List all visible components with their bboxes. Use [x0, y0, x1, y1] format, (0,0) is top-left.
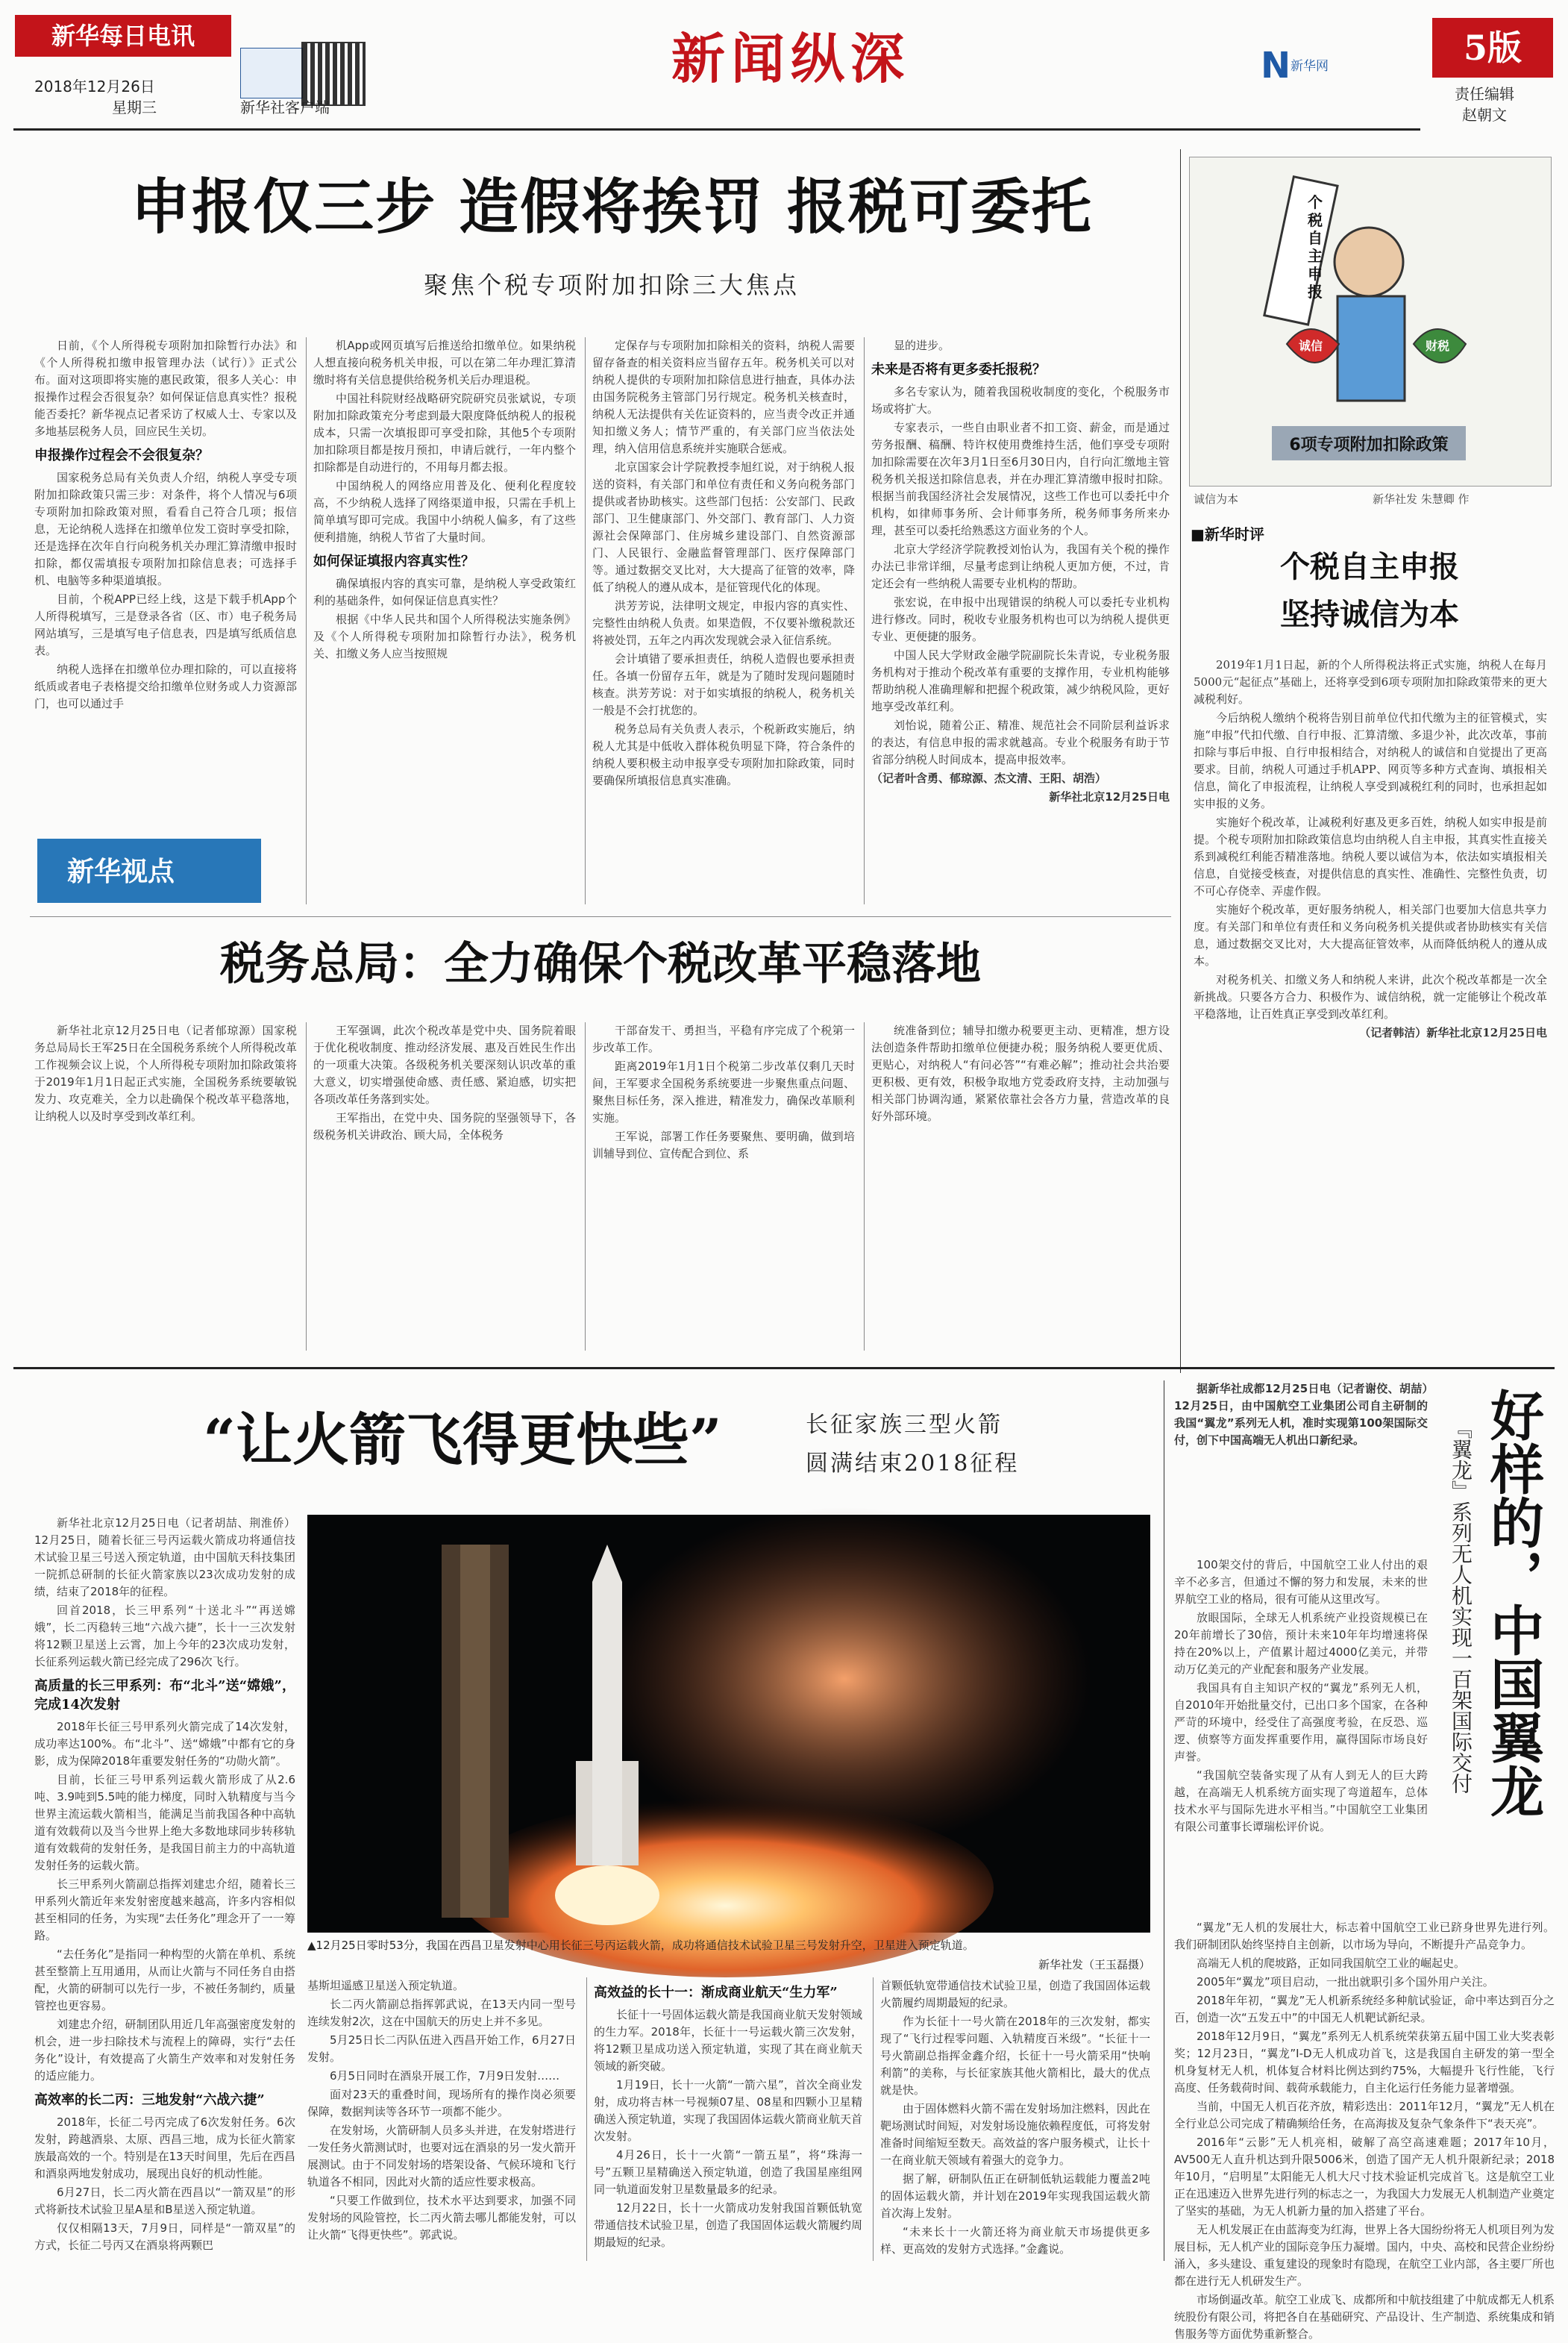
uav-paragraph: 100架交付的背后，中国航空工业人付出的艰辛不必多言，但通过不懈的努力和发展，未来的世界航空工业的格局，很有可能从这里改写。 — [1174, 1558, 1428, 1606]
a2-column-4 — [871, 1022, 1170, 1351]
uav-dateline — [1174, 1380, 1428, 1552]
editor-name: 赵朝文 — [1462, 106, 1507, 124]
rocket-paragraph: 5月25日长二丙队伍进入西昌开始工作，6月27日发射。 — [307, 2033, 576, 2064]
a1-paragraph: 多名专家认为，随着我国税收制度的变化，个税服务市场或将扩大。 — [871, 385, 1170, 416]
smoke-cloud — [598, 1507, 1091, 1851]
editorial-body — [1194, 657, 1547, 1343]
news-logo — [1261, 45, 1350, 100]
rocket-paragraph: 6月5日同时在酒泉开展工作，7月9日发射…… — [330, 2069, 560, 2083]
a2-paragraph: 新华社北京12月25日电（记者郁琼源）国家税务总局局长王军25日在全国税务系统个人所得税改革工作视频会议上说，个人所得税专项附加扣除政策将于2019年1月1日起正式实施，全国税务系统要敏锐发力、攻克难关，全力以赴确保个税改革平稳落地，让纳税人以及时享受到改革红利。 — [34, 1024, 297, 1123]
column-rule — [864, 1022, 865, 1351]
uav-paragraph: 2018年年初，“翼龙”无人机新系统经多种航试验证，命中率达到百分之百，创造一次“五发五中”的中国无人机靶试新纪录。 — [1174, 1994, 1555, 2024]
uav-paragraph: “我国航空装备实现了从有人到无人的巨大跨越，在高端无人机系统方面实现了弯道超车，总体技术水平与国际先进水平相当。”中国航空工业集团有限公司董事长谭瑞松评价说。 — [1174, 1768, 1428, 1833]
a1-sign: 新华社北京12月25日电 — [1049, 790, 1170, 804]
rocket-paragraph: 首颗低轨宽带通信技术试验卫星，创造了我国固体运载火箭履约周期最短的纪录。 — [880, 1979, 1150, 2009]
a2-paragraph: 距离2019年1月1日个税第二步改革仅剩几天时间，王军要求全国税务系统要进一步聚焦重点问题、聚焦目标任务，深入推进，精准发力，确保改革顺利实施。 — [592, 1060, 855, 1124]
uav-paragraph: 无人机发展正在由蓝海变为红海，世界上各大国纷纷将无人机项目列为发展目标，无人机产业的国际竞争压力凝增。国内，中央、高校和民营企业纷纷涌入，多头建设、重复建设的现象时有隐现，在航空工业内部，各主要厂所也都在进行无人机研发生产。 — [1174, 2223, 1555, 2288]
uav-paragraph: 据新华社成都12月25日电（记者谢佼、胡喆）12月25日，由中国航空工业集团公司自主研制的我国“翼龙”系列无人机，准时实现第100架国际交付，创下中国高端无人机出口新纪录。 — [1174, 1382, 1428, 1447]
news-logo-text: 新华网 — [1291, 59, 1329, 74]
column-rule — [864, 337, 865, 904]
uav-paragraph: 2005年“翼龙”项目启动，一批出就职引多个国外用户关注。 — [1197, 1975, 1494, 1989]
rocket-paragraph: 6月27日，长二丙火箭在西昌以“一箭双星”的形式将新技术试验卫星A星和B星送入预定轨道。 — [34, 2186, 295, 2216]
uav-vertical-subtitle: 『翼龙』系列无人机实现一百架国际交付 — [1449, 1418, 1473, 1794]
rocket-subheading: 高效益的长十一：渐成商业航天“生力军” — [594, 1985, 838, 2001]
column-rule — [873, 1977, 874, 2261]
a2-column-2 — [313, 1022, 576, 1351]
xinhua-viewpoint-badge — [37, 839, 261, 903]
a1-paragraph: 北京大学经济学院教授刘怡认为，我国有关个税的操作办法已非常详细，尽量考虑到让纳税人更加方便，不过，肯定还会有一些纳税人需要专业机构的帮助。 — [871, 542, 1170, 590]
rocket-column-c — [594, 1977, 862, 2261]
rocket-deck-1: 长征家族三型火箭 — [806, 1412, 1003, 1438]
rocket-paragraph: “去任务化”是指同一种构型的火箭在单机、系统甚至整箭上互用通用，从而让火箭与不同任务自由搭配，火箭的研制可以先行一步，不被任务制约，质量管控也更容易。 — [34, 1948, 295, 2012]
cartoon-credit-right: 新华社发 朱慧卿 作 — [1373, 492, 1470, 506]
rocket-scene — [307, 1515, 1150, 1933]
editorial-title-1: 个税自主申报 — [1280, 549, 1459, 584]
a1-paragraph: 专家表示，一些自由职业者不扣工资、薪金，而是通过劳务报酬、稿酬、特许权使用费维持生活，他们享受专项附加扣除需要在次年3月1日至6月30日内，自行向汇缴地主管税务机关报送扣除信息表，并在办理汇算清缴申报时扣除。根据当前我国经济社会发展情况，这些工作也可以委托中介机构，如律师事务所、会计师事务所，税务师事务所来办理，甚至可以委托给熟悉这方面业务的个人。 — [871, 421, 1170, 537]
editorial-paragraph: 今后纳税人缴纳个税将告别目前单位代扣代缴为主的征管模式，实施“申报”代扣代缴、自行申报、汇算清缴、多退少补，此次改革，事前扣除与事后申报、自行申报相结合，对纳税人的诚信和自觉提出了更高要求。目前，纳税人可通过手机APP、网页等多种方式查询、填报相关信息，简化了申报流程，让纳税人享受到减税红利的同时，也承担起如实申报的义务。 — [1194, 711, 1547, 810]
editor-label: 责任编辑 — [1455, 85, 1514, 103]
rocket-paragraph: 作为长征十一号火箭在2018年的三次发射，都实现了“飞行过程零问题、入轨精度百米级”。“长征十一号火箭副总指挥金鑫介绍，长征十一号火箭采用“快响利箭”的美称，与长征家族其他火箭相比，最大的优点就是快。 — [880, 2015, 1150, 2097]
rocket-column-b — [307, 1977, 576, 2261]
rocket-launch-photo — [307, 1515, 1150, 1933]
a1-paragraph: 中国纳税人的网络应用普及化、便利化程度较高，不少纳税人选择了网络渠道申报，只需在手机上简单填写即可完成。我国中小纳税人偏多，有了这些便利措施，纳税人节省了大量时间。 — [313, 479, 576, 544]
uav-paragraph: “翼龙”无人机的发展壮大，标志着中国航空工业已跻身世界先进行列。我们研制团队始终坚持自主创新，以市场为导向，不断提升产品竞争力。 — [1174, 1921, 1555, 1951]
a1-paragraph: 确保填报内容的真实可靠，是纳税人享受政策红利的基础条件，如何保证信息真实性？ — [313, 577, 576, 607]
a1-paragraph: 洪芳芳说，法律明文规定，申报内容的真实性、完整性由纳税人负责。如果造假，不仅要补缴税款还将被处罚，五年之内再次发现就会录入征信系统。 — [592, 599, 855, 647]
article-2-title: 税务总局：全力确保个税改革平稳落地 — [220, 938, 981, 990]
rocket-paragraph: 据了解，研制队伍正在研制低轨运载能力覆盖2吨的固体运载火箭，并计划在2019年实现我国运载火箭首次海上发射。 — [880, 2172, 1150, 2220]
cartoon-caption: 6项专项附加扣除政策 — [1289, 436, 1449, 454]
rocket-booster — [622, 1761, 639, 1865]
rocket-body — [592, 1582, 622, 1865]
cartoon-credit-left: 诚信为本 — [1194, 492, 1239, 506]
uav-paragraph: 放眼国际，全球无人机系统产业投资规模已在20年前增长了30倍，预计未来10年年均增速将保持在20%以上，产值累计超过4000亿美元，并带动万亿美元的产业配套和服务产业发展。 — [1174, 1611, 1428, 1676]
a2-paragraph: 干部奋发干、勇担当，平稳有序完成了个税第一步改革工作。 — [592, 1024, 855, 1054]
a1-paragraph: 张宏说，在申报中出现错误的纳税人可以委托专业机构进行修改。同时，税收专业服务机构也可以为纳税人提供更专业、更便捷的服务。 — [871, 595, 1170, 643]
editorial-sign: （记者韩洁）新华社北京12月25日电 — [1359, 1026, 1547, 1039]
column-rule — [586, 1977, 587, 2261]
rocket-paragraph: 2018年，长征二号丙完成了6次发射任务。6次发射，跨越酒泉、太原、西昌三地，成为长征火箭家族最高效的一个。特别是在13天时间里，先后在西昌和酒泉两地发射成功，展现出良好的机动性能。 — [34, 2115, 295, 2180]
uav-paragraph: 2016年“云影”无人机亮相，破解了高空高速难题；2017年10月，AV500无人直升机达到升限5006米，创造了国产无人机升限新纪录；2018年10月，“启明星”太阳能无人机大尺寸技术验证机完成首飞。这是航空工业正在迅速迈入世界先进行列的标志之一，为我国大力发展无人机制造产业奠定了坚实的基础，为无人机新力量的加入搭建了平台。 — [1174, 2136, 1555, 2218]
masthead-date: 2018年12月26日 — [34, 78, 155, 96]
a1-paragraph: 税务总局有关负责人表示，个税新政实施后，纳税人尤其是中低收入群体税负明显下降，符合条件的纳税人要积极主动申报享受专项附加扣除政策，同时要确保所填报信息真实准确。 — [592, 722, 855, 787]
a1-subheading: 未来是否将有更多委托报税？ — [871, 362, 1046, 378]
rocket-paragraph: 1月19日，长十一火箭“一箭六星”，首次全商业发射，成功将吉林一号视频07星、08星和四颗小卫星精确送入预定轨道，实现了我国固体运载火箭商业航天首次发射。 — [594, 2078, 863, 2143]
a1-paragraph: 国家税务总局有关负责人介绍，纳税人享受专项附加扣除政策只需三步：对条件，将个人情况与6项专项附加扣除政策对照，看看自己符合几项；报信息，无论纳税人选择在扣缴单位发工资时享受扣除，还是选择在次年自行向税务机关办理汇算清缴申报时扣除，都仅需填报专项附加扣除信息表；可选择手机、电脑等多种渠道填报。 — [34, 471, 297, 587]
cartoon-frame — [1189, 157, 1552, 487]
uav-paragraph: 当前，中国无人机百花齐放，精彩迭出：2011年12月，“翼龙”无人机在全行业总公司完成了精确频给任务，在高海拔及复杂气象条件下“表天亮”。 — [1174, 2100, 1555, 2130]
a2-paragraph: 王军说，部署工作任务要聚焦、要明确，做到培训辅导到位、宣传配合到位、系 — [592, 1130, 855, 1160]
rocket-paragraph: 长征十一号固体运载火箭是我国商业航天发射领域的生力军。2018年，长征十一号运载火箭三次发射，将12颗卫星成功送入预定轨道，实现了其在商业航天领域的新突破。 — [594, 2008, 863, 2073]
a1-paragraph: 根据《中华人民共和国个人所得税法实施条例》及《个人所得税专项附加扣除暂行办法》，税务机关、扣缴义务人应当按照规 — [313, 613, 576, 660]
column-rule — [306, 1022, 307, 1351]
rocket-booster — [576, 1761, 592, 1865]
rocket-paragraph: 刘建忠介绍，研制团队用近几年高强密度发射的机会，进一步扫除技术与流程上的障碍，实行“去任务化”设计，有效提高了火箭生产效率和对发射任务的适应能力。 — [34, 2018, 295, 2083]
rocket-deck-2: 圆满结束2018征程 — [806, 1451, 1020, 1477]
editorial-title-2: 坚持诚信为本 — [1280, 597, 1459, 632]
engine-flame — [555, 1865, 659, 1925]
column-rule — [1180, 149, 1181, 1373]
cartoon-face — [1335, 228, 1403, 296]
uav-paragraph: 2018年12月9日，“翼龙”系列无人机系统荣获第五届中国工业大奖表彰奖；12月23日，“翼龙”I-D无人机成功首飞，这是我国自主研发的第一型全机身复材无人机，机体复合材料比例达到约75%，大幅提升飞行性能，飞行高度、任务载荷时间、载荷承载能力，自主化运行任务能力显著增强。 — [1174, 2030, 1555, 2095]
rocket-subheading: 高效率的长二丙：三地发射“六战六捷” — [34, 2092, 265, 2108]
masthead-left-title: 新华每日电讯 — [15, 15, 231, 57]
rocket-subheading: 高质量的长三甲系列：布“北斗”送“嫦娥”，完成14次发射 — [34, 1678, 295, 1712]
column-rule — [585, 1022, 586, 1351]
rocket-paragraph: 12月22日，长十一火箭成功发射我国首颗低轨宽带通信技术试验卫星，创造了我国固体运载火箭履约周期最短的纪录。 — [594, 2201, 863, 2249]
launch-tower-core — [460, 1545, 490, 1918]
rocket-paragraph: 在发射场，火箭研制人员多头并进，在发射塔进行一发任务火箭测试时，也要对远在酒泉的另一发火箭开展测试。由于不同发射场的塔架设备、气候环境和飞行轨道各不相同，因此对火箭的适应性要求极高。 — [307, 2124, 577, 2189]
cartoon-heart-label-1: 诚信 — [1299, 339, 1323, 353]
a1-paragraph: 机App或网页填写后推送给扣缴单位。如果纳税人想直接向税务机关申报，可以在第二年办理汇算清缴时将有关信息提供给税务机关后办理退税。 — [313, 339, 576, 387]
cartoon-bubble-panel — [1264, 177, 1337, 325]
editorial-paragraph: 2019年1月1日起，新的个人所得税法将正式实施，纳税人在每月5000元“起征点”基础上，还将享受到6项专项附加扣除政策带来的更大减税利好。 — [1194, 658, 1547, 706]
a1-paragraph: 刘怡说，随着公正、精准、规范社会不同阶层利益诉求的表达，有信息申报的需求就越高。专业个税服务有助于节省部分纳税人时间成本，提高申报效率。 — [871, 719, 1170, 766]
rocket-paragraph: “未来长十一火箭还将为商业航天市场提供更多样、更高效的发射方式选择。”金鑫说。 — [880, 2225, 1150, 2256]
rocket-nose — [592, 1545, 622, 1582]
uav-paragraph: 我国具有自主知识产权的“翼龙”系列无人机，自2010年开始批量交付，已出口多个国家，在各种严苛的环境中，经受住了高强度考验，在反恐、巡逻、侦察等方面发挥重要作用，赢得国际市场良好声誉。 — [1174, 1681, 1428, 1763]
a1-paragraph: 日前，《个人所得税专项附加扣除暂行办法》和《个人所得税扣缴申报管理办法（试行）》正式公布。面对这项即将实施的惠民政策，很多人关心：申报操作过程会否很复杂？如何保证信息真实性？报税能否委托？新华视点记者采访了权威人士、专家以及多地基层税务人员，回应民生关切。 — [34, 339, 297, 438]
newspaper-thumbnail — [240, 48, 303, 98]
a2-column-3 — [592, 1022, 855, 1351]
editorial-paragraph: 实施好个税改革，更好服务纳税人，相关部门也要加大信息共享力度。有关部门和单位有责任和义务向税务机关提供或者协助核实有关信息，通过数据交叉比对，大大提高征管效率，从而降低纳税人的遵从成本。 — [1194, 903, 1547, 968]
rocket-paragraph: 4月26日，长十一火箭“一箭五星”，将“珠海一号”五颗卫星精确送入预定轨道，创造了我国星座组网同一轨道面发射卫星数量最多的纪录。 — [594, 2148, 862, 2196]
masthead — [0, 0, 1568, 157]
column-rule — [585, 337, 586, 904]
viewpoint-label: 新华视点 — [67, 856, 175, 887]
page-number: 5版 — [1432, 18, 1553, 78]
a1-byline: （记者叶含勇、郁琼源、杰文清、王阳、胡浩） — [871, 772, 1107, 785]
a1-paragraph: 中国社科院财经战略研究院研究员张斌说，专项附加扣除政策充分考虑到最大限度降低纳税人的报税成本，只需一次填报即可享受扣除，其他5个专项附加扣除项目都是按月预扣，申请后就行，一年内整个扣除都是自动进行的，不用每月都去报。 — [313, 392, 576, 474]
a1-paragraph: 定保存与专项附加扣除相关的资料，纳税人需要留存备查的相关资料应当留存五年。税务机关可以对纳税人提供的专项附加扣除信息进行抽查，具体办法由国务院税务主管部门另行规定。税务机关核查时，纳税人无法提供有关佐证资料的，应当责令改正并通知扣缴义务人；情节严重的，有关部门应当依法处理，纳入信用信息系统并实施联合惩戒。 — [592, 339, 855, 455]
editorial-kicker: ■新华时评 — [1191, 525, 1264, 543]
a2-paragraph: 统准备到位；辅导扣缴办税要更主动、更精准，想方设法创造条件帮助扣缴单位便捷办税；服务纳税人要更优质、更贴心，对纳税人“有问必答”“有难必解”；推动社会共治要更积极、更有效，积极争取地方党委政府支持，主动加强与相关部门协调沟通，紧紧依靠社会各方力量，营造改革的良好外部环境。 — [871, 1024, 1170, 1123]
masthead-weekday: 星期三 — [112, 98, 157, 116]
a1-paragraph: 纳税人选择在扣缴单位办理扣除的，可以直接将纸质或者电子表格提交给扣缴单位财务或人力资源部门，也可以通过手 — [34, 663, 297, 710]
qr-label: 新华社客户端 — [240, 98, 330, 116]
uav-column-1 — [1174, 1557, 1428, 1915]
editorial-paragraph: 实施好个税改革，让减税利好惠及更多百姓，纳税人如实申报是前提。个税专项附加扣除政策信息均由纳税人自主申报，其真实性直接关系到减税红利能否精准落地。纳税人要以诚信为本，依法如实填报相关信息，自觉接受核查，对提供信息的真实性、准确性、完整性负责，切不可心存侥幸、弄虚作假。 — [1194, 816, 1547, 898]
a2-paragraph: 王军指出，在党中央、国务院的坚强领导下，各级税务机关讲政治、顾大局，全体税务 — [313, 1111, 576, 1142]
rocket-paragraph: 2018年长征三号甲系列火箭完成了14次发射，成功率达100%。布“北斗”、送“嫦娥”中都有它的身影，成为保障2018年重要发射任务的“功勋火箭”。 — [34, 1720, 295, 1768]
rocket-title: “让火箭飞得更快些” — [203, 1407, 722, 1473]
rocket-paragraph: 由于固体燃料火箭不需在发射场加注燃料，因此在靶场测试时间短，对发射场设施依赖程度低，可将发射准备时间缩短至数天。高效益的客户服务模式，让长十一在商业航天领域有着强大的竞争力。 — [880, 2102, 1150, 2167]
a1-subheading: 申报操作过程会不会很复杂？ — [34, 448, 209, 463]
a1-column-2 — [313, 337, 576, 904]
column-rule — [306, 337, 307, 904]
editorial-paragraph: 对税务机关、扣缴义务人和纳税人来讲，此次个税改革都是一次全新挑战。只要各方合力、积极作为、诚信纳税，就一定能够让个税改革平稳落地，让百姓真正享受到改革红利。 — [1194, 973, 1547, 1021]
rocket-paragraph: 回首2018，长三甲系列“十送北斗”“再送嫦娥”，长二丙稳转三地“六战六捷”，长十一三次发射将12颗卫星送上云霄，加上今年的23次成功发射，长征系列运载火箭已经完成了296次飞行。 — [34, 1604, 295, 1668]
cartoon-heart-label-2: 财税 — [1426, 339, 1450, 353]
uav-column-2 — [1174, 1919, 1555, 2341]
a1-column-1 — [34, 337, 297, 830]
uav-paragraph: 高端无人机的爬坡路，正如同我国航空工业的崛起史。 — [1197, 1956, 1466, 1970]
a1-column-3 — [592, 337, 855, 904]
a1-paragraph: 会计填错了要承担责任，纳税人造假也要承担责任。各填一份留存五年，就是为了随时发现问题随时核查。洪芳芳说：对于如实填报的纳税人，税务机关一般是不会打扰您的。 — [592, 652, 855, 717]
a1-paragraph: 中国人民大学财政金融学院副院长朱青说，专业税务服务机构对于推动个税改革有重要的支撑作用，专业机构能够帮助纳税人准确理解和把握个税政策，减少纳税风险，更好地享受改革红利。 — [871, 648, 1170, 713]
rocket-paragraph: 长二丙火箭副总指挥郭武说，在13天内同一型号连续发射2次，这在中国航天的历史上并不多见。 — [307, 1998, 576, 2028]
rocket-paragraph: 仅仅相隔13天，7月9日，同样是“一箭双星”的方式，长征二号丙又在酒泉将两颗巴 — [34, 2221, 295, 2252]
rocket-paragraph: 面对23天的重叠时间，现场所有的操作岗必须要保障，数据判读等各环节一项都不能少。 — [307, 2088, 576, 2118]
cartoon-bubble-text: 个税自主申报 — [1308, 193, 1323, 301]
photo-credit: 新华社发（王玉磊摄） — [1038, 1958, 1150, 1971]
section-rule — [30, 916, 1171, 917]
article-subtitle: 聚焦个税专项附加扣除三大焦点 — [423, 271, 800, 299]
rocket-column-left — [34, 1515, 295, 2261]
a1-subheading: 如何保证填报内容真实性？ — [313, 554, 474, 569]
rocket-paragraph: 目前，长征三号甲系列运载火箭形成了从2.6吨、3.9吨到5.5吨的能力梯度，同时入轨精度与当今世界主流运载火箭相当，能满足当前我国各种中高轨道有效载荷以及当今世界上绝大多数地球同步转移轨道有效载荷的发射任务，是我国目前主力的中高轨道发射任务的运载火箭。 — [34, 1773, 295, 1872]
masthead-rule — [13, 128, 1420, 131]
section-title: 新闻纵深 — [671, 27, 910, 90]
article-title: 申报仅三步 造假将挨罚 报税可委托 — [131, 172, 1093, 242]
a1-column-4 — [871, 337, 1170, 904]
a1-paragraph: 显的进步。 — [894, 339, 950, 352]
a1-paragraph: 北京国家会计学院教授李旭红说，对于纳税人报送的资料，有关部门和单位有责任和义务向税务部门提供或者协助核实。这些部门包括：公安部门、民政部门、卫生健康部门、外交部门、教育部门、人力资源社会保障部门、住房城乡建设部门、自然资源部门、人民银行、金融监督管理部门、医疗保障部门等。通过数据交叉比对，大大提高了征管的效率，降低了纳税人的遵从成本，是征管现代化的体现。 — [592, 460, 855, 594]
a1-paragraph: 目前，个税APP已经上线，这是下载手机App个人所得税填写，三是登录各省（区、市）电子税务局网站填写，三是填写电子信息表，四是填写纸质信息表。 — [34, 592, 297, 657]
rocket-paragraph: “只要工作做到位，技术水平达到要求，加强不同发射场的风险管控，长二丙火箭去哪儿都能发射，可以让火箭“飞得更快些”。郭武说。 — [307, 2194, 577, 2242]
a2-paragraph: 王军强调，此次个税改革是党中央、国务院着眼于优化税收制度、推动经济发展、惠及百姓民生作出的一项重大决策。各级税务机关要深刻认识改革的重大意义，切实增强使命感、责任感、紧迫感，切实把各项改革任务落到实处。 — [313, 1024, 576, 1106]
uav-paragraph: 市场倒逼改革。航空工业成飞、成都所和中航技组建了中航成都无人机系统股份有限公司，将把各自在基础研究、产品设计、生产制造、系统集成和销售服务等方面优势重新整合。 — [1174, 2293, 1555, 2341]
a2-column-1 — [34, 1022, 297, 1351]
news-logo-icon: N — [1261, 45, 1291, 87]
uav-vertical-title: 好样的，中国翼龙 — [1481, 1388, 1545, 1818]
rocket-paragraph: 基斯坦遥感卫星送入预定轨道。 — [307, 1979, 465, 1992]
rocket-paragraph: 新华社北京12月25日电（记者胡喆、荆淮侨）12月25日，随着长征三号丙运载火箭成功将通信技术试验卫星三号送入预定轨道，由中国航天科技集团一院抓总研制的长征火箭家族以23次成功发射的成绩，结束了2018年的征程。 — [34, 1516, 295, 1598]
rocket-column-d — [880, 1977, 1150, 2261]
photo-caption: ▲12月25日零时53分，我国在西昌卫星发射中心用长征三号丙运载火箭，成功将通信技术试验卫星三号发射升空，卫星进入预定轨道。 — [307, 1939, 974, 1952]
cartoon-body — [1337, 296, 1405, 401]
section-rule-thick — [13, 1367, 1555, 1369]
rocket-paragraph: 长三甲系列火箭副总指挥刘建忠介绍，随着长三甲系列火箭近年来发射密度越来越高，许多内容相似甚至相同的任务，为实现“去任务化”理念开了一一筹路。 — [34, 1877, 295, 1942]
